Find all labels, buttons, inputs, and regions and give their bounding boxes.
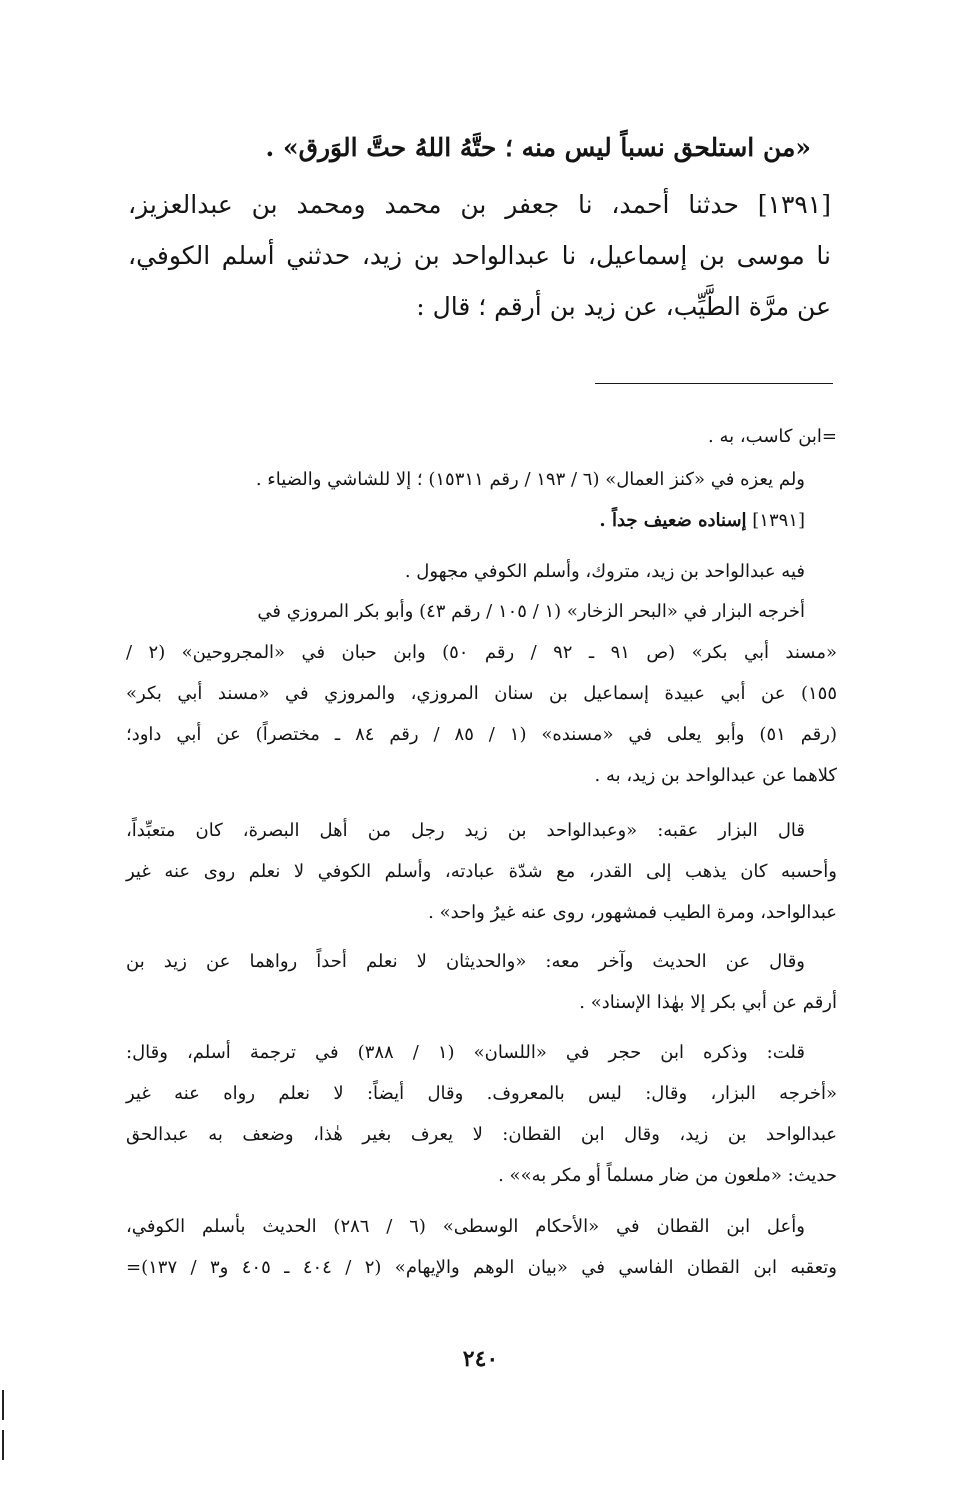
ibn-hajar-line-1: قلت: وذكره ابن حجر في «اللسان» (١ / ٣٨٨) في ترجمة أسلم، وقال:: [126, 1042, 805, 1063]
scan-edge-mark: [2, 1390, 4, 1420]
takhrij-line-2: «مسند أبي بكر» (ص ٩١ ـ ٩٢ / رقم ٥٠) وابن حبان في «المجروحين» (٢ /: [126, 642, 838, 663]
scan-edge-mark: [2, 1430, 4, 1460]
footnote-kanz: ولم يعزه في «كنز العمال» (٦ / ١٩٣ / رقم ١٥٣١١) ؛ إلا للشاشي والضياء .: [255, 469, 805, 490]
ibn-hajar-line-2: «أخرجه البزار، وقال: ليس بالمعروف. وقال أيضاً: لا نعلم رواه عنه غير: [126, 1083, 837, 1104]
ibn-qattan-line-1: وأعل ابن القطان في «الأحكام الوسطى» (٦ / ٢٨٦) الحديث بأسلم الكوفي،: [126, 1216, 805, 1237]
takhrij-line-5: كلاهما عن عبدالواحد بن زيد، به .: [594, 765, 837, 786]
bazzar-line-1: قال البزار عقبه: «وعبدالواحد بن زيد رجل من أهل البصرة، كان متعبِّداً،: [126, 820, 805, 841]
takhrij-line-4: (رقم ٥١) وأبو يعلى في «مسنده» (١ / ٨٥ / رقم ٨٤ ـ مختصراً) عن أبي داود؛: [126, 724, 838, 745]
hadith-quote: «من استلحق نسباً ليس منه ؛ حتَّهُ اللهُ حتَّ الوَرق» .: [265, 133, 811, 162]
bazzar-line-3: عبدالواحد، ومرة الطيب فمشهور، روى عنه غيرُ واحد» .: [428, 902, 837, 923]
takhrij-line-1: أخرجه البزار في «البحر الزخار» (١ / ١٠٥ / رقم ٤٣) وأبو بكر المروزي في: [257, 601, 805, 622]
footnote-grading: إسناده ضعيف جداً .: [599, 510, 747, 531]
takhrij-line-3: ١٥٥) عن أبي عبيدة إسماعيل بن سنان المروزي، والمروزي في «مسند أبي بكر»: [126, 683, 837, 704]
main-line-2: نا موسى بن إسماعيل، نا عبدالواحد بن زيد، حدثني أسلم الكوفي،: [128, 241, 831, 270]
footnote-continuation: =ابن كاسب، به .: [708, 426, 837, 447]
footnote-grading-line: [126, 506, 805, 536]
bazzar-line-2: وأحسبه كان يذهب إلى القدر، مع شدّة عبادته، وأسلم الكوفي لا نعلم روى عنه غير: [126, 861, 837, 882]
hadithan-line-2: أرقم عن أبي بكر إلا بهٰذا الإسناد» .: [579, 992, 837, 1013]
ibn-hajar-line-3: عبدالواحد بن زيد، وقال ابن القطان: لا يعرف بغير هٰذا، وضعف به عبدالحق: [126, 1124, 837, 1145]
page-number: ٢٤٠: [462, 1346, 499, 1372]
hadithan-line-1: وقال عن الحديث وآخر معه: «والحديثان لا نعلم أحداً رواهما عن زيد بن: [126, 951, 805, 972]
footnote-separator: [595, 383, 833, 384]
main-line-1: [١٣٩١] حدثنا أحمد، نا جعفر بن محمد ومحمد بن عبدالعزيز،: [128, 190, 831, 219]
footnote-weakness: فيه عبدالواحد بن زيد، متروك، وأسلم الكوفي مجهول .: [404, 561, 805, 582]
footnote-hadith-number: [١٣٩١]: [752, 510, 805, 531]
main-line-3: عن مرَّة الطَّيِّب، عن زيد بن أرقم ؛ قال :: [416, 292, 831, 321]
ibn-hajar-line-4: حديث: «ملعون من ضار مسلماً أو مكر به»» .: [498, 1165, 837, 1186]
ibn-qattan-line-2: وتعقبه ابن القطان الفاسي في «بيان الوهم والإيهام» (٢ / ٤٠٤ ـ ٤٠٥ و٣ / ١٣٧)=: [126, 1257, 838, 1278]
